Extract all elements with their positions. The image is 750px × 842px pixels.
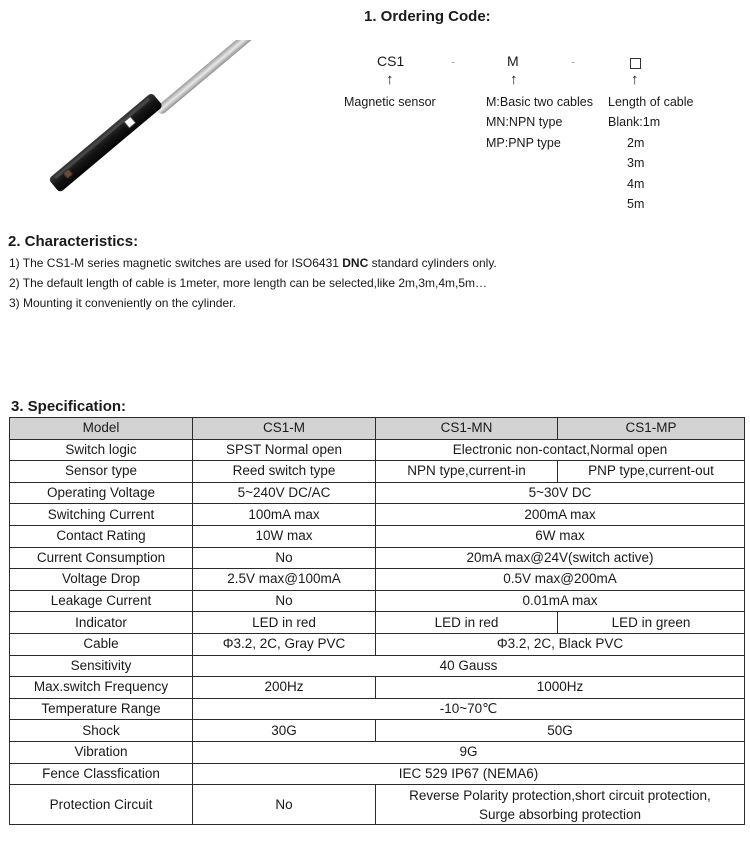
table-row-protection-circuit — [10, 785, 745, 825]
table-row-contact-rating — [10, 525, 745, 547]
table-cell: IEC 529 IP67 (NEMA6) — [193, 763, 745, 785]
table-row-operating-voltage — [10, 482, 745, 504]
table-cell: 30G — [193, 720, 376, 742]
table-cell: Shock — [10, 720, 193, 742]
table-cell: Leakage Current — [10, 590, 193, 612]
code-part-cs1: CS1 — [377, 53, 405, 69]
table-cell: LED in red — [376, 612, 558, 634]
table-cell: Electronic non-contact,Normal open — [376, 439, 745, 461]
code-desc-npn: MN:NPN type — [486, 115, 563, 129]
ordering-code-title: 1. Ordering Code: — [364, 8, 491, 25]
characteristics-line-3: 3) Mounting it conveniently on the cylinder. — [9, 296, 236, 310]
code-length-box — [630, 58, 641, 69]
up-arrow-icon: ↑ — [386, 71, 394, 88]
table-row-fence-classfication — [10, 763, 745, 785]
up-arrow-icon: ↑ — [631, 71, 639, 88]
code-desc-length-3m: 3m — [627, 156, 645, 170]
code-desc-length-4m: 4m — [627, 177, 645, 191]
product-photo-magnetic-sensor — [40, 40, 300, 200]
code-desc-length-blank: Blank:1m — [608, 115, 661, 129]
table-row-temperature-range — [10, 698, 745, 720]
table-cell: Vibration — [10, 741, 193, 763]
table-cell: Fence Classfication — [10, 763, 193, 785]
up-arrow-icon: ↑ — [510, 71, 518, 88]
specification-table — [9, 417, 745, 825]
specification-title: 3. Specification: — [11, 398, 127, 415]
table-cell: 0.5V max@200mA — [376, 569, 745, 591]
code-desc-magnetic-sensor: Magnetic sensor — [344, 95, 436, 109]
table-cell: Switching Current — [10, 504, 193, 526]
code-desc-length-5m: 5m — [627, 197, 645, 211]
table-cell: 20mA max@24V(switch active) — [376, 547, 745, 569]
table-cell: 9G — [193, 741, 745, 763]
table-cell: 5~30V DC — [376, 482, 745, 504]
table-row-current-consumption — [10, 547, 745, 569]
header-cell: CS1-MP — [558, 418, 745, 440]
table-cell: Voltage Drop — [10, 569, 193, 591]
code-desc-length-heading: Length of cable — [608, 95, 694, 109]
code-desc-pnp: MP:PNP type — [486, 136, 561, 150]
table-cell: No — [193, 547, 376, 569]
characteristics-title: 2. Characteristics: — [8, 233, 139, 250]
table-cell: 40 Gauss — [193, 655, 745, 677]
table-cell: No — [193, 785, 376, 825]
table-cell: No — [193, 590, 376, 612]
table-cell: 1000Hz — [376, 677, 745, 699]
table-row-indicator — [10, 612, 745, 634]
table-cell: Switch logic — [10, 439, 193, 461]
table-cell: 2.5V max@100mA — [193, 569, 376, 591]
header-cell: Model — [10, 418, 193, 440]
header-cell: CS1-MN — [376, 418, 558, 440]
table-cell: 6W max — [376, 525, 745, 547]
table-cell-protection — [376, 785, 745, 825]
table-row-sensor-type — [10, 461, 745, 483]
table-cell: Cable — [10, 633, 193, 655]
table-cell: Sensitivity — [10, 655, 193, 677]
table-cell: 100mA max — [193, 504, 376, 526]
table-cell: Contact Rating — [10, 525, 193, 547]
table-row-max-switch-frequency — [10, 677, 745, 699]
table-cell: LED in green — [558, 612, 745, 634]
characteristics-line-1: 1) The CS1-M series magnetic switches are used for ISO6431 DNC standard cylinders only. — [9, 256, 497, 270]
table-cell: LED in red — [193, 612, 376, 634]
table-cell: 200Hz — [193, 677, 376, 699]
table-cell: Φ3.2, 2C, Gray PVC — [193, 633, 376, 655]
code-desc-basic: M:Basic two cables — [486, 95, 593, 109]
table-row-switching-current — [10, 504, 745, 526]
table-row-shock — [10, 720, 745, 742]
table-row-voltage-drop — [10, 569, 745, 591]
code-dash-1: - — [451, 54, 456, 69]
table-cell: Operating Voltage — [10, 482, 193, 504]
table-row-switch-logic — [10, 439, 745, 461]
table-cell: PNP type,current-out — [558, 461, 745, 483]
table-cell: Sensor type — [10, 461, 193, 483]
table-cell: Current Consumption — [10, 547, 193, 569]
table-cell: 50G — [376, 720, 745, 742]
table-cell: Indicator — [10, 612, 193, 634]
table-cell: 200mA max — [376, 504, 745, 526]
table-cell: Max.switch Frequency — [10, 677, 193, 699]
table-cell: Protection Circuit — [10, 785, 193, 825]
table-cell: -10~70℃ — [193, 698, 745, 720]
table-cell: 10W max — [193, 525, 376, 547]
code-dash-2: - — [571, 54, 576, 69]
table-row-leakage-current — [10, 590, 745, 612]
header-cell: CS1-M — [193, 418, 376, 440]
table-row-sensitivity — [10, 655, 745, 677]
table-cell: Φ3.2, 2C, Black PVC — [376, 633, 745, 655]
characteristics-line-2: 2) The default length of cable is 1meter, more length can be selected,like 2m,3m,4m,5m… — [9, 276, 488, 290]
table-row-header — [10, 418, 745, 440]
protection-line-2: Surge absorbing protection — [478, 806, 642, 822]
table-cell: SPST Normal open — [193, 439, 376, 461]
table-cell: Reed switch type — [193, 461, 376, 483]
protection-line-1: Reverse Polarity protection,short circuit protection, — [409, 787, 711, 803]
table-cell: NPN type,current-in — [376, 461, 558, 483]
table-row-cable — [10, 633, 745, 655]
table-cell: 0.01mA max — [376, 590, 745, 612]
code-part-m: M — [507, 53, 519, 69]
table-row-vibration — [10, 741, 745, 763]
table-cell: Temperature Range — [10, 698, 193, 720]
table-cell: 5~240V DC/AC — [193, 482, 376, 504]
code-desc-length-2m: 2m — [627, 136, 645, 150]
